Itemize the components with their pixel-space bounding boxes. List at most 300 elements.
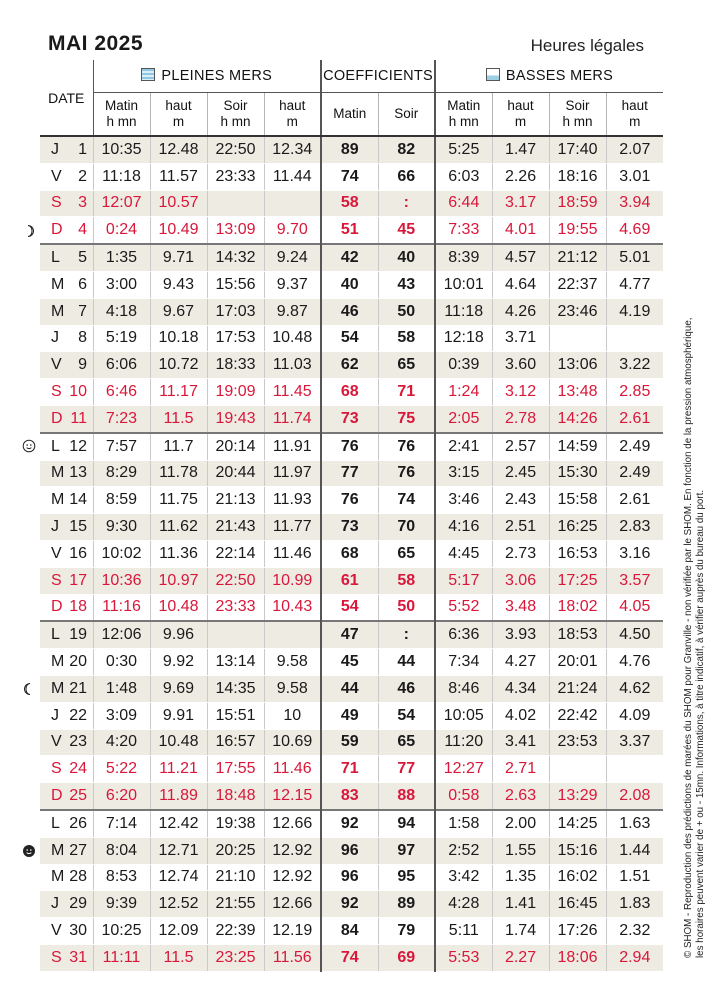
cell-bm1: 6:03 <box>435 163 492 190</box>
date-cell <box>40 190 93 217</box>
cell-pm1: 6:46 <box>93 379 150 406</box>
cell-bm2: 23:53 <box>549 729 606 756</box>
cell-b2: 4.09 <box>606 702 663 729</box>
cell-b1: 4.02 <box>492 702 549 729</box>
cell-b1: 1.41 <box>492 891 549 918</box>
cell-pm2: 21:10 <box>207 864 264 891</box>
cell-h2: 9.58 <box>264 675 321 702</box>
date-cell <box>40 433 93 460</box>
cell-pm1: 10:25 <box>93 918 150 945</box>
cell-c2: 76 <box>378 433 435 460</box>
cell-c2: 65 <box>378 540 435 567</box>
date-cell <box>40 702 93 729</box>
day-letter: S <box>51 948 62 966</box>
cell-h2: 11.91 <box>264 433 321 460</box>
cell-b1: 1.55 <box>492 837 549 864</box>
cell-h1: 12.48 <box>150 136 207 163</box>
cell-c2: 50 <box>378 594 435 621</box>
cell-h1: 11.75 <box>150 487 207 514</box>
cell-c2: 75 <box>378 405 435 432</box>
cell-pm1: 3:00 <box>93 271 150 298</box>
cell-b1: 3.48 <box>492 594 549 621</box>
full-moon-icon <box>22 439 36 453</box>
day-letter: L <box>51 437 60 455</box>
cell-bm1: 0:39 <box>435 352 492 379</box>
table-row <box>40 460 663 487</box>
cell-bm1: 4:28 <box>435 891 492 918</box>
day-letter: S <box>51 571 62 589</box>
cell-bm2: 21:24 <box>549 675 606 702</box>
date-cell <box>40 487 93 514</box>
cell-h1: 12.42 <box>150 810 207 837</box>
cell-c1: 51 <box>321 217 378 244</box>
table-row <box>40 514 663 541</box>
cell-bm2 <box>549 325 606 352</box>
coef-soir-header: Soir <box>378 93 435 137</box>
day-number: 28 <box>69 868 87 886</box>
col-label: haut <box>165 98 192 113</box>
table-row <box>40 864 663 891</box>
cell-pm2: 23:25 <box>207 944 264 971</box>
page-title: MAI 2025 <box>48 32 144 55</box>
cell-bm1: 11:20 <box>435 729 492 756</box>
cell-bm2: 15:16 <box>549 837 606 864</box>
cell-c2: 69 <box>378 944 435 971</box>
cell-b1: 4.57 <box>492 244 549 271</box>
cell-pm2: 21:55 <box>207 891 264 918</box>
cell-c2: 82 <box>378 136 435 163</box>
cell-h2: 9.70 <box>264 217 321 244</box>
cell-bm1: 3:46 <box>435 487 492 514</box>
date-cell <box>40 540 93 567</box>
cell-pm2: 18:48 <box>207 783 264 810</box>
table-row <box>40 379 663 406</box>
tide-table-container <box>40 60 659 972</box>
day-number: 29 <box>69 895 87 913</box>
cell-h1: 10.49 <box>150 217 207 244</box>
cell-pm2: 17:03 <box>207 298 264 325</box>
cell-bm1: 12:18 <box>435 325 492 352</box>
cell-pm1: 0:24 <box>93 217 150 244</box>
day-number: 14 <box>69 491 87 509</box>
cell-pm1: 0:30 <box>93 649 150 676</box>
footnote-line-2: les horaires peuvent varier de + ou - 15mn. Informations, à titre indicatif, à vérifier auprès du bureau du port. <box>695 489 706 958</box>
cell-c1: 77 <box>321 460 378 487</box>
cell-b2: 2.07 <box>606 136 663 163</box>
cell-h2: 12.66 <box>264 891 321 918</box>
cell-b1: 2.71 <box>492 756 549 783</box>
cell-bm1: 10:01 <box>435 271 492 298</box>
cell-c1: 58 <box>321 190 378 217</box>
date-cell <box>40 649 93 676</box>
cell-b1: 4.34 <box>492 675 549 702</box>
cell-bm2: 22:42 <box>549 702 606 729</box>
cell-c2: 43 <box>378 271 435 298</box>
cell-bm1: 1:58 <box>435 810 492 837</box>
date-cell <box>40 325 93 352</box>
pleines-mers-header <box>93 60 321 93</box>
cell-bm2: 18:06 <box>549 944 606 971</box>
day-number: 11 <box>70 409 87 427</box>
cell-c1: 76 <box>321 433 378 460</box>
cell-bm2: 16:53 <box>549 540 606 567</box>
cell-h1: 11.5 <box>150 944 207 971</box>
table-row <box>40 621 663 648</box>
cell-h2 <box>264 621 321 648</box>
cell-c1: 47 <box>321 621 378 648</box>
cell-c2: 45 <box>378 217 435 244</box>
cell-bm1: 5:11 <box>435 918 492 945</box>
cell-h1: 12.09 <box>150 918 207 945</box>
cell-h2: 12.92 <box>264 864 321 891</box>
cell-h2: 11.97 <box>264 460 321 487</box>
day-letter: D <box>51 598 63 616</box>
day-number: 13 <box>69 464 87 482</box>
cell-bm2: 16:45 <box>549 891 606 918</box>
cell-c2: 88 <box>378 783 435 810</box>
cell-h1: 9.92 <box>150 649 207 676</box>
cell-c2: 58 <box>378 325 435 352</box>
cell-h1: 10.97 <box>150 567 207 594</box>
date-cell <box>40 163 93 190</box>
tide-table-body <box>40 136 663 971</box>
cell-b2: 1.51 <box>606 864 663 891</box>
cell-h2: 9.24 <box>264 244 321 271</box>
cell-c1: 61 <box>321 567 378 594</box>
cell-bm1: 2:05 <box>435 405 492 432</box>
day-number: 3 <box>78 194 87 212</box>
cell-c1: 71 <box>321 756 378 783</box>
cell-pm2 <box>207 190 264 217</box>
cell-c1: 73 <box>321 405 378 432</box>
date-cell <box>40 837 93 864</box>
table-row <box>40 675 663 702</box>
pm-soir-header <box>207 93 264 137</box>
date-cell <box>40 352 93 379</box>
cell-c2: 66 <box>378 163 435 190</box>
cell-c1: 42 <box>321 244 378 271</box>
col-unit: m <box>514 114 527 129</box>
cell-bm1: 5:25 <box>435 136 492 163</box>
cell-b1: 4.26 <box>492 298 549 325</box>
coefficients-header: COEFFICIENTS <box>321 60 435 93</box>
cell-b2: 2.83 <box>606 514 663 541</box>
cell-b1: 2.73 <box>492 540 549 567</box>
date-cell <box>40 244 93 271</box>
cell-h1: 9.96 <box>150 621 207 648</box>
cell-bm1: 5:53 <box>435 944 492 971</box>
col-unit: m <box>172 114 185 129</box>
date-cell <box>40 514 93 541</box>
cell-h2: 9.37 <box>264 271 321 298</box>
cell-b2: 5.01 <box>606 244 663 271</box>
day-number: 19 <box>69 626 87 644</box>
cell-c1: 83 <box>321 783 378 810</box>
cell-pm1: 11:16 <box>93 594 150 621</box>
cell-c2: 97 <box>378 837 435 864</box>
day-number: 5 <box>78 249 87 267</box>
new-moon-icon <box>22 844 36 858</box>
bm-haut1-header <box>492 93 549 137</box>
day-letter: S <box>51 194 62 212</box>
cell-c1: 62 <box>321 352 378 379</box>
cell-b2: 4.77 <box>606 271 663 298</box>
cell-b2: 4.76 <box>606 649 663 676</box>
cell-h2: 12.19 <box>264 918 321 945</box>
cell-bm2: 13:06 <box>549 352 606 379</box>
day-letter: D <box>51 787 63 805</box>
table-row <box>40 729 663 756</box>
cell-c1: 89 <box>321 136 378 163</box>
table-row <box>40 244 663 271</box>
cell-c1: 96 <box>321 837 378 864</box>
cell-c1: 59 <box>321 729 378 756</box>
cell-b2: 4.62 <box>606 675 663 702</box>
col-unit: m <box>286 114 298 129</box>
first-quarter-moon-icon <box>22 224 36 238</box>
cell-bm2: 17:26 <box>549 918 606 945</box>
cell-bm2: 22:37 <box>549 271 606 298</box>
cell-bm1: 7:34 <box>435 649 492 676</box>
day-letter: M <box>51 302 65 320</box>
cell-b1: 2.78 <box>492 405 549 432</box>
cell-h2: 11.45 <box>264 379 321 406</box>
date-cell <box>40 217 93 244</box>
cell-bm2: 16:02 <box>549 864 606 891</box>
cell-pm2: 15:56 <box>207 271 264 298</box>
cell-bm1: 1:24 <box>435 379 492 406</box>
cell-h2: 10.48 <box>264 325 321 352</box>
cell-b2: 2.94 <box>606 944 663 971</box>
cell-h2: 11.93 <box>264 487 321 514</box>
table-row <box>40 567 663 594</box>
cell-bm2: 15:30 <box>549 460 606 487</box>
table-row <box>40 891 663 918</box>
cell-bm1: 4:16 <box>435 514 492 541</box>
cell-bm2: 18:59 <box>549 190 606 217</box>
cell-c2: 76 <box>378 460 435 487</box>
cell-c2: 70 <box>378 514 435 541</box>
cell-c2: 54 <box>378 702 435 729</box>
col-unit: h mn <box>106 114 137 129</box>
cell-c1: 68 <box>321 540 378 567</box>
cell-b2: 2.49 <box>606 460 663 487</box>
table-row <box>40 136 663 163</box>
cell-h1: 11.89 <box>150 783 207 810</box>
cell-b1: 3.93 <box>492 621 549 648</box>
date-cell <box>40 675 93 702</box>
day-number: 9 <box>78 356 87 374</box>
cell-b2: 2.61 <box>606 487 663 514</box>
cell-pm2: 20:44 <box>207 460 264 487</box>
cell-pm1: 1:35 <box>93 244 150 271</box>
cell-bm2: 13:48 <box>549 379 606 406</box>
day-number: 22 <box>69 706 87 724</box>
cell-b2: 4.69 <box>606 217 663 244</box>
cell-bm1: 5:52 <box>435 594 492 621</box>
cell-c1: 68 <box>321 379 378 406</box>
cell-h2: 10 <box>264 702 321 729</box>
cell-h1: 11.5 <box>150 405 207 432</box>
cell-b2: 4.50 <box>606 621 663 648</box>
cell-c2: : <box>378 621 435 648</box>
day-letter: S <box>51 383 62 401</box>
cell-h1: 10.57 <box>150 190 207 217</box>
day-number: 1 <box>78 140 87 158</box>
cell-bm1: 2:52 <box>435 837 492 864</box>
table-row <box>40 702 663 729</box>
day-number: 8 <box>78 329 87 347</box>
cell-h1: 11.57 <box>150 163 207 190</box>
cell-c1: 76 <box>321 487 378 514</box>
table-row <box>40 649 663 676</box>
col-label: Soir <box>223 98 248 113</box>
cell-pm1: 5:22 <box>93 756 150 783</box>
full-water-icon <box>141 68 155 81</box>
date-cell <box>40 136 93 163</box>
cell-pm2: 22:50 <box>207 567 264 594</box>
cell-b2: 3.01 <box>606 163 663 190</box>
table-row <box>40 783 663 810</box>
cell-pm2: 22:50 <box>207 136 264 163</box>
cell-pm1: 11:18 <box>93 163 150 190</box>
cell-bm1: 5:17 <box>435 567 492 594</box>
cell-bm1: 6:44 <box>435 190 492 217</box>
cell-c1: 40 <box>321 271 378 298</box>
day-number: 10 <box>69 383 87 401</box>
day-letter: S <box>51 760 62 778</box>
cell-b2: 2.08 <box>606 783 663 810</box>
day-number: 17 <box>69 571 87 589</box>
cell-h2: 12.15 <box>264 783 321 810</box>
cell-h1: 11.62 <box>150 514 207 541</box>
basses-mers-header <box>435 60 663 93</box>
cell-pm1: 6:06 <box>93 352 150 379</box>
cell-pm2: 13:09 <box>207 217 264 244</box>
col-label: Matin <box>104 98 138 113</box>
cell-b1: 3.41 <box>492 729 549 756</box>
tide-table <box>40 60 663 972</box>
day-letter: L <box>51 249 60 267</box>
cell-b2: 1.63 <box>606 810 663 837</box>
cell-c2: 79 <box>378 918 435 945</box>
date-cell <box>40 756 93 783</box>
cell-bm2: 14:59 <box>549 433 606 460</box>
cell-bm1: 7:33 <box>435 217 492 244</box>
day-number: 27 <box>69 841 87 859</box>
cell-h1: 12.74 <box>150 864 207 891</box>
date-cell <box>40 810 93 837</box>
cell-pm1: 7:23 <box>93 405 150 432</box>
table-row <box>40 594 663 621</box>
cell-pm1: 8:59 <box>93 487 150 514</box>
day-letter: V <box>51 167 62 185</box>
cell-b1: 2.00 <box>492 810 549 837</box>
cell-h2: 11.44 <box>264 163 321 190</box>
cell-pm2: 22:14 <box>207 540 264 567</box>
day-letter: J <box>51 895 59 913</box>
date-cell <box>40 783 93 810</box>
table-row <box>40 217 663 244</box>
col-unit: h mn <box>220 114 251 129</box>
cell-c2: 89 <box>378 891 435 918</box>
cell-pm1: 5:19 <box>93 325 150 352</box>
cell-bm2: 18:53 <box>549 621 606 648</box>
day-number: 24 <box>69 760 87 778</box>
cell-bm2: 17:40 <box>549 136 606 163</box>
cell-bm2: 23:46 <box>549 298 606 325</box>
page-subtitle: Heures légales <box>530 36 644 55</box>
day-letter: V <box>51 733 62 751</box>
day-letter: M <box>51 275 65 293</box>
cell-h2: 11.77 <box>264 514 321 541</box>
bm-matin-header <box>435 93 492 137</box>
table-row <box>40 487 663 514</box>
day-number: 23 <box>69 733 87 751</box>
cell-pm2: 20:25 <box>207 837 264 864</box>
cell-c2: 65 <box>378 352 435 379</box>
day-letter: M <box>51 464 65 482</box>
cell-pm2: 18:33 <box>207 352 264 379</box>
cell-c2: 95 <box>378 864 435 891</box>
cell-bm1: 10:05 <box>435 702 492 729</box>
last-quarter-moon-icon <box>22 682 36 696</box>
table-row <box>40 540 663 567</box>
cell-b2: 1.44 <box>606 837 663 864</box>
day-letter: J <box>51 329 59 347</box>
cell-pm2: 23:33 <box>207 163 264 190</box>
cell-pm1: 4:20 <box>93 729 150 756</box>
cell-pm1: 7:57 <box>93 433 150 460</box>
cell-bm1: 3:15 <box>435 460 492 487</box>
cell-h2: 12.34 <box>264 136 321 163</box>
cell-h1: 11.21 <box>150 756 207 783</box>
cell-bm1: 0:58 <box>435 783 492 810</box>
col-unit: m <box>629 114 641 129</box>
cell-c1: 54 <box>321 325 378 352</box>
cell-pm2: 19:38 <box>207 810 264 837</box>
cell-pm2: 17:55 <box>207 756 264 783</box>
cell-b2: 4.05 <box>606 594 663 621</box>
cell-bm2: 21:12 <box>549 244 606 271</box>
cell-h2: 9.58 <box>264 649 321 676</box>
coef-matin-header: Matin <box>321 93 378 137</box>
cell-pm1: 11:11 <box>93 944 150 971</box>
cell-h1: 11.17 <box>150 379 207 406</box>
cell-pm1: 10:35 <box>93 136 150 163</box>
cell-h1: 10.48 <box>150 594 207 621</box>
day-letter: L <box>51 626 60 644</box>
cell-pm1: 1:48 <box>93 675 150 702</box>
cell-c2: 94 <box>378 810 435 837</box>
cell-b2: 2.49 <box>606 433 663 460</box>
cell-b1: 4.01 <box>492 217 549 244</box>
cell-h1: 9.67 <box>150 298 207 325</box>
cell-c2: 74 <box>378 487 435 514</box>
cell-bm1: 8:39 <box>435 244 492 271</box>
cell-b2 <box>606 325 663 352</box>
cell-pm1: 3:09 <box>93 702 150 729</box>
cell-b1: 3.60 <box>492 352 549 379</box>
cell-b1: 1.35 <box>492 864 549 891</box>
cell-bm2: 20:01 <box>549 649 606 676</box>
date-cell <box>40 405 93 432</box>
date-cell <box>40 944 93 971</box>
cell-c1: 49 <box>321 702 378 729</box>
cell-h1: 10.72 <box>150 352 207 379</box>
cell-bm2: 18:16 <box>549 163 606 190</box>
cell-bm2: 18:02 <box>549 594 606 621</box>
